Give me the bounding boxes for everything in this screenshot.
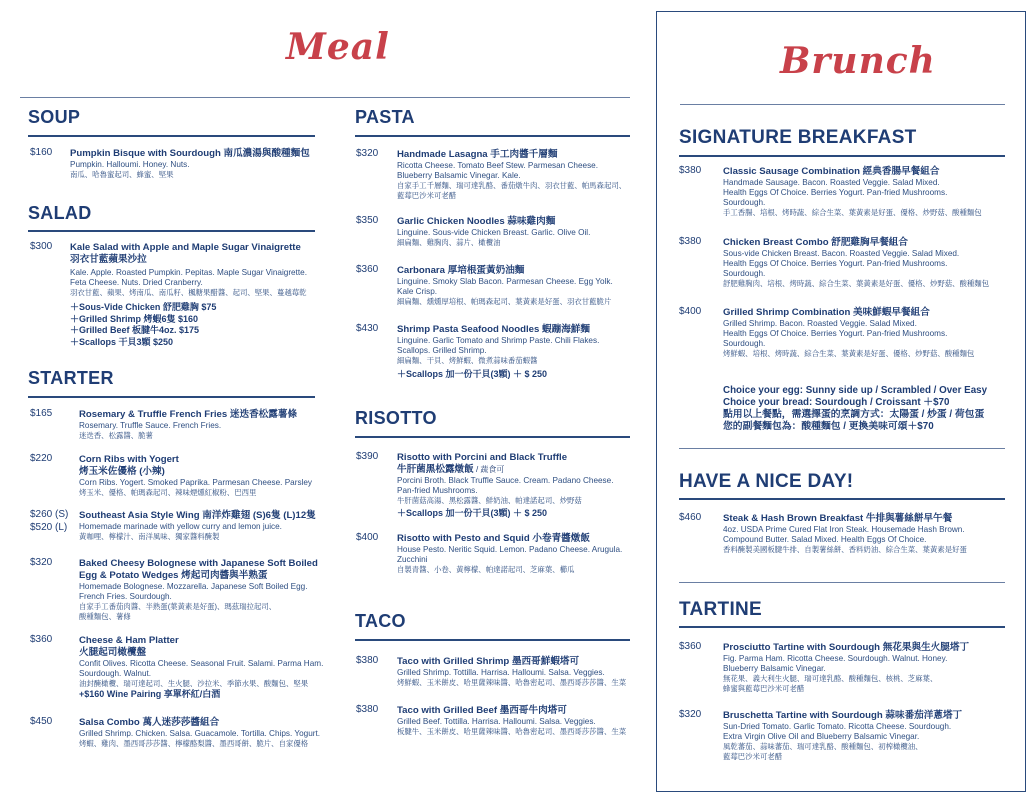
- item-zh-2: 藍莓巴沙米可老醋: [723, 752, 783, 761]
- item-zh: 無花果、義大利生火腿、瑞可達乳酪、酸種麵包、核桃、芝麻葉、: [723, 674, 938, 683]
- meal-top-rule: [20, 97, 630, 98]
- item-zh: 迷迭香、松露醬、脆薯: [79, 431, 153, 440]
- item-name: Taco with Grilled Beef 墨西哥牛肉塔可: [397, 705, 567, 716]
- item-price: $320: [679, 709, 702, 720]
- item-name: Classic Sausage Combination 經典香腸早餐組合: [723, 166, 940, 177]
- item-price: $400: [679, 306, 702, 317]
- item-price: $165: [30, 408, 53, 419]
- bread-choice-note-zh: 您的副餐麵包為：酸種麵包 / 更換美味可頌＋$70: [723, 421, 934, 432]
- item-price: $390: [356, 451, 379, 462]
- scallops-addon: ＋Scallops 加一份干貝(3顆) ＋ $ 250: [397, 508, 548, 518]
- item-name: Bruschetta Tartine with Sourdough 蒜味番茄洋蔥塔丁: [723, 710, 963, 721]
- item-desc: Linguine. Smoky Slab Bacon. Parmesan Cheese. Egg Yolk.: [397, 277, 613, 286]
- item-desc-2: Kale Crisp.: [397, 287, 438, 296]
- item-desc: Confit Olives. Ricotta Cheese. Seasonal Fruit. Salami. Parma Ham.: [79, 659, 324, 668]
- item-zh: 自家手工千層麵、瑞可達乳酪、番茄燉牛肉、羽衣甘藍、帕馬森起司、: [397, 181, 627, 190]
- item-name: Garlic Chicken Noodles 蒜味雞肉麵: [397, 216, 556, 227]
- item-desc: Grilled Beef. Tottilla. Harrisa. Halloumi. Salsa. Veggies.: [397, 717, 596, 726]
- item-name: Shrimp Pasta Seafood Noodles 蝦蹦海鮮麵: [397, 324, 590, 335]
- starter-title: STARTER: [28, 368, 114, 388]
- item-price: $360: [30, 634, 53, 645]
- item-zh: 細扁麵、雞胸肉、蒜片、橄欖油: [397, 238, 501, 247]
- vegetarian-note: / 蔬食可: [473, 465, 505, 474]
- item-price: $320: [356, 148, 379, 159]
- item-desc-2: Feta Cheese. Nuts. Dried Cranberry.: [70, 278, 203, 287]
- item-desc-2: Pan-fried Mushrooms.: [397, 486, 478, 495]
- addon-scallops: ＋Scallops 干貝3顆 $250: [70, 336, 174, 347]
- item-zh: 手工香腸、培根、烤時蔬、綜合生菜、葉黃素是好蛋、優格、炒野菇、酸種麵包: [723, 208, 982, 217]
- item-desc: House Pesto. Neritic Squid. Lemon. Padano Cheese. Arugula.: [397, 545, 623, 554]
- item-desc: Homemade Bolognese. Mozzarella. Japanese Soft Boiled Egg.: [79, 582, 308, 591]
- egg-choice-note: Choice your egg: Sunny side up / Scrambled / Over Easy: [723, 385, 988, 396]
- item-price: $220: [30, 453, 53, 464]
- item-zh: 羽衣甘藍、蘋果、烤南瓜、南瓜籽、楓糖果醋醬、起司、堅果、蔓越莓乾: [70, 288, 307, 297]
- nice-day-rule: [679, 498, 1005, 500]
- item-zh-2: 蜂蜜與藍莓巴沙米可老醋: [723, 684, 805, 693]
- egg-bread-notes: [723, 385, 1008, 433]
- item-desc-2: Sourdough. Walnut.: [79, 669, 152, 678]
- item-desc: Rosemary. Truffle Sauce. French Fries.: [79, 421, 222, 430]
- item-desc-2: Compound Butter. Salad Mixed. Health Eggs Of Choice.: [723, 535, 927, 544]
- item-price: $300: [30, 241, 53, 252]
- egg-choice-note-zh: 點用以上餐點，需選擇蛋的烹調方式：太陽蛋 / 炒蛋 / 荷包蛋: [723, 409, 985, 420]
- item-name: Southeast Asia Style Wing 南洋炸雞翅 (S)6隻 (L)12隻: [79, 510, 316, 521]
- item-name: Salsa Combo 萬人迷莎莎醬組合: [79, 717, 220, 728]
- starter-rule: [28, 396, 315, 398]
- item-name-zh: 羽衣甘藍蘋果沙拉: [70, 254, 147, 265]
- item-desc: Grilled Shrimp. Chicken. Salsa. Guacamole. Tortilla. Chips. Yogurt.: [79, 729, 321, 738]
- item-name: Steak & Hash Brown Breakfast 牛排與薯絲餅早午餐: [723, 513, 953, 524]
- tartine-title: TARTINE: [679, 599, 763, 620]
- item-desc-2: Health Eggs Of Choice. Berries Yogurt. Pan-fried Mushrooms.: [723, 329, 948, 338]
- item-desc: Sun-Dried Tomato. Garlic Tomato. Ricotta Cheese. Sourdough.: [723, 722, 952, 731]
- item-price: $320: [30, 557, 53, 568]
- item-zh: 細扁麵、干貝、烤鮮蝦、微煮蒜味番茄蝦醬: [397, 356, 538, 365]
- item-desc: Grilled Shrimp. Tottilla. Harrisa. Halloumi. Salsa. Veggies.: [397, 668, 605, 677]
- item-price: $380: [356, 704, 379, 715]
- item-desc: Porcini Broth. Black Truffle Sauce. Cream. Padano Cheese.: [397, 476, 614, 485]
- item-price-large: $520 (L): [30, 522, 68, 533]
- item-name: Carbonara 厚培根蛋黃奶油麵: [397, 265, 525, 276]
- item-name: Corn Ribs with Yogert: [79, 454, 179, 465]
- item-zh: 細扁麵、燻燻厚培根、帕瑪森起司、葉黃素是好蛋、羽衣甘藍脆片: [397, 297, 612, 306]
- risotto-rule: [355, 436, 630, 438]
- addon-shrimp: ＋Grilled Shrimp 烤蝦6隻 $160: [70, 313, 199, 324]
- item-zh: 烤鮮蝦、培根、烤時蔬、綜合生菜、葉黃素是好蛋、優格、炒野菇、酸種麵包: [723, 349, 975, 358]
- item-price-small: $260 (S): [30, 509, 69, 520]
- item-desc-3: Sourdough.: [723, 198, 766, 207]
- nice-day-title: HAVE A NICE DAY!: [679, 471, 854, 492]
- item-name-zh: 烤玉米佐優格 (小辣): [79, 466, 165, 477]
- item-name: Pumpkin Bisque with Sourdough 南瓜濃湯與酸種麵包: [70, 148, 310, 159]
- item-zh-2: 酸種麵包、薯條: [79, 612, 131, 621]
- tartine-top-rule: [679, 582, 1005, 583]
- item-price: $430: [356, 323, 379, 334]
- item-price: $380: [356, 655, 379, 666]
- item-zh: 風乾蕃茄、蒜味蕃茄、瑞可達乳酪、酸種麵包、初榨橄欖油、: [723, 742, 923, 751]
- item-desc-2: Blueberry Balsamic Vinegar. Kale.: [397, 171, 521, 180]
- item-name: Risotto with Porcini and Black Truffle: [397, 452, 568, 463]
- item-name-2: Egg & Potato Wedges 烤起司肉醬與半熟蛋: [79, 570, 268, 581]
- item-price: $380: [679, 165, 702, 176]
- item-zh: 烤鮮蝦、玉米餅皮、哈里薩辣味醬、哈魯密起司、墨西哥莎莎醬、生菜: [397, 678, 627, 687]
- item-price: $450: [30, 716, 53, 727]
- item-price: $360: [356, 264, 379, 275]
- pasta-title: PASTA: [355, 107, 415, 127]
- item-desc-2: Extra Virgin Olive Oil and Blueberry Balsamic Vinegar.: [723, 732, 920, 741]
- pasta-rule: [355, 135, 630, 137]
- item-desc-2: Health Eggs Of Choice. Berries Yogurt. Pan-fried Mushrooms.: [723, 259, 948, 268]
- item-name: Rosemary & Truffle French Fries 迷迭香松露薯條: [79, 409, 298, 420]
- item-name: Handmade Lasagna 手工肉醬千層麵: [397, 149, 558, 160]
- meal-title: Meal: [286, 26, 390, 68]
- item-desc: 4oz. USDA Prime Cured Flat Iron Steak. Housemade Hash Brown.: [723, 525, 965, 534]
- brunch-top-rule: [680, 104, 1005, 105]
- bread-choice-note: Choice your bread: Sourdough / Croissant ＋$70: [723, 397, 950, 408]
- item-desc: Homemade marinade with yellow curry and lemon juice.: [79, 522, 282, 531]
- item-price: $460: [679, 512, 702, 523]
- item-desc-2: Scallops. Grilled Shrimp.: [397, 346, 487, 355]
- item-desc: Ricotta Cheese. Tomato Beef Stew. Parmesan Cheese.: [397, 161, 599, 170]
- item-price: $360: [679, 641, 702, 652]
- item-zh: 油封醃橄欖、瑞可達起司、生火腿、沙拉米、季節水果、酸麵包、堅果: [79, 679, 309, 688]
- item-desc: Grilled Shrimp. Bacon. Roasted Veggie. Salad Mixed.: [723, 319, 917, 328]
- item-desc: Pumpkin. Halloumi. Honey. Nuts.: [70, 160, 190, 169]
- item-name: Grilled Shrimp Combination 美味鮮蝦早餐組合: [723, 307, 930, 318]
- item-desc-2: Blueberry Balsamic Vinegar.: [723, 664, 826, 673]
- item-desc-2: French Fries. Sourdough.: [79, 592, 172, 601]
- risotto-title: RISOTTO: [355, 408, 437, 428]
- soup-rule: [28, 135, 315, 137]
- item-name: Cheese & Ham Platter: [79, 635, 179, 646]
- item-name-zh: [397, 464, 637, 476]
- item-desc-2: Health Eggs Of Choice. Berries Yogurt. Pan-fried Mushrooms.: [723, 188, 948, 197]
- item-price: $160: [30, 147, 53, 158]
- item-price: $400: [356, 532, 379, 543]
- item-desc: Kale. Apple. Roasted Pumpkin. Pepitas. Maple Sugar Vinaigrette.: [70, 268, 307, 277]
- item-name: Kale Salad with Apple and Maple Sugar Vinaigrette: [70, 242, 301, 253]
- item-desc-3: Sourdough.: [723, 339, 766, 348]
- item-zh: 板腱牛、玉米餅皮、哈里薩辣味醬、哈魯密起司、墨西哥莎莎醬、生菜: [397, 727, 627, 736]
- signature-breakfast-title: SIGNATURE BREAKFAST: [679, 127, 917, 148]
- tartine-rule: [679, 626, 1005, 628]
- scallops-addon: ＋Scallops 加一份干貝(3顆) ＋ $ 250: [397, 369, 548, 379]
- item-zh: 黃咖哩、檸檬汁、南洋風味、獨家醬料醃製: [79, 532, 220, 541]
- item-desc-2: Zucchini: [397, 555, 428, 564]
- item-zh-2: 藍莓巴沙米可老醋: [397, 191, 457, 200]
- item-name: Chicken Breast Combo 舒肥雞胸早餐組合: [723, 237, 908, 248]
- wine-pairing-addon: +$160 Wine Pairing 享單杯紅/白酒: [79, 689, 221, 699]
- item-zh: 烤蝦、雞肉、墨西哥莎莎醬、檸檬酪梨醬、墨西哥餅、脆片、自家優格: [79, 739, 309, 748]
- item-price: $350: [356, 215, 379, 226]
- item-name: Taco with Grilled Shrimp 墨西哥鮮蝦塔可: [397, 656, 580, 667]
- brunch-title: Brunch: [780, 40, 936, 82]
- item-desc: Corn Ribs. Yogert. Smoked Paprika. Parmesan Cheese. Parsley: [79, 478, 313, 487]
- soup-title: SOUP: [28, 107, 81, 127]
- item-desc-3: Sourdough.: [723, 269, 766, 278]
- addon-chicken: ＋Sous-Vide Chicken 舒肥雞胸 $75: [70, 302, 217, 312]
- signature-rule: [679, 155, 1005, 157]
- item-zh: 牛肝菌菇高湯、黑松露醬、鮮奶油、帕達諾起司、炒野菇: [397, 496, 582, 505]
- nice-day-top-rule: [679, 448, 1005, 449]
- item-zh: 香料醃製美國板腱牛排、自製薯絲餅、香料奶油、綜合生菜、葉黃素是好蛋: [723, 545, 967, 554]
- item-price: $380: [679, 236, 702, 247]
- item-zh: 烤玉米、優格、帕瑪森起司、辣味煙燻紅椒粉、巴西里: [79, 488, 257, 497]
- item-price: [30, 510, 68, 533]
- item-desc: Linguine. Garlic Tomato and Shrimp Paste. Chili Flakes.: [397, 336, 600, 345]
- taco-rule: [355, 639, 630, 641]
- item-name: Risotto with Pesto and Squid 小卷青醬燉飯: [397, 533, 590, 544]
- taco-title: TACO: [355, 611, 406, 631]
- item-desc: Sous-vide Chicken Breast. Bacon. Roasted Veggie. Salad Mixed.: [723, 249, 960, 258]
- item-name-zh-main: 牛肝菌黑松露燉飯: [397, 464, 474, 475]
- item-zh: 自製青醬、小卷、黃檸檬、帕達諾起司、芝麻葉、櫛瓜: [397, 565, 575, 574]
- item-name: Baked Cheesy Bolognese with Japanese Soft Boiled: [79, 558, 318, 569]
- item-zh: 自家手工番茄肉醬、半熟蛋(葉黃素是好蛋)、瑪茲瑞拉起司、: [79, 602, 277, 611]
- item-name: Prosciutto Tartine with Sourdough 無花果與生火腿塔丁: [723, 642, 970, 653]
- item-desc: Fig. Parma Ham. Ricotta Cheese. Sourdough. Walnut. Honey.: [723, 654, 948, 663]
- item-zh: 南瓜、哈魯蜜起司、蜂蜜、堅果: [70, 170, 174, 179]
- salad-title: SALAD: [28, 203, 92, 223]
- salad-rule: [28, 230, 315, 232]
- item-desc: Handmade Sausage. Bacon. Roasted Veggie. Salad Mixed.: [723, 178, 940, 187]
- item-desc: Linguine. Sous-vide Chicken Breast. Garlic. Olive Oil.: [397, 228, 591, 237]
- addon-beef: ＋Grilled Beef 板腱牛4oz. $175: [70, 325, 200, 335]
- item-name-zh: 火腿起司橄欖盤: [79, 647, 147, 658]
- item-zh: 舒肥雞胸肉、培根、烤時蔬、綜合生菜、葉黃素是好蛋、優格、炒野菇、酸種麵包: [723, 279, 990, 288]
